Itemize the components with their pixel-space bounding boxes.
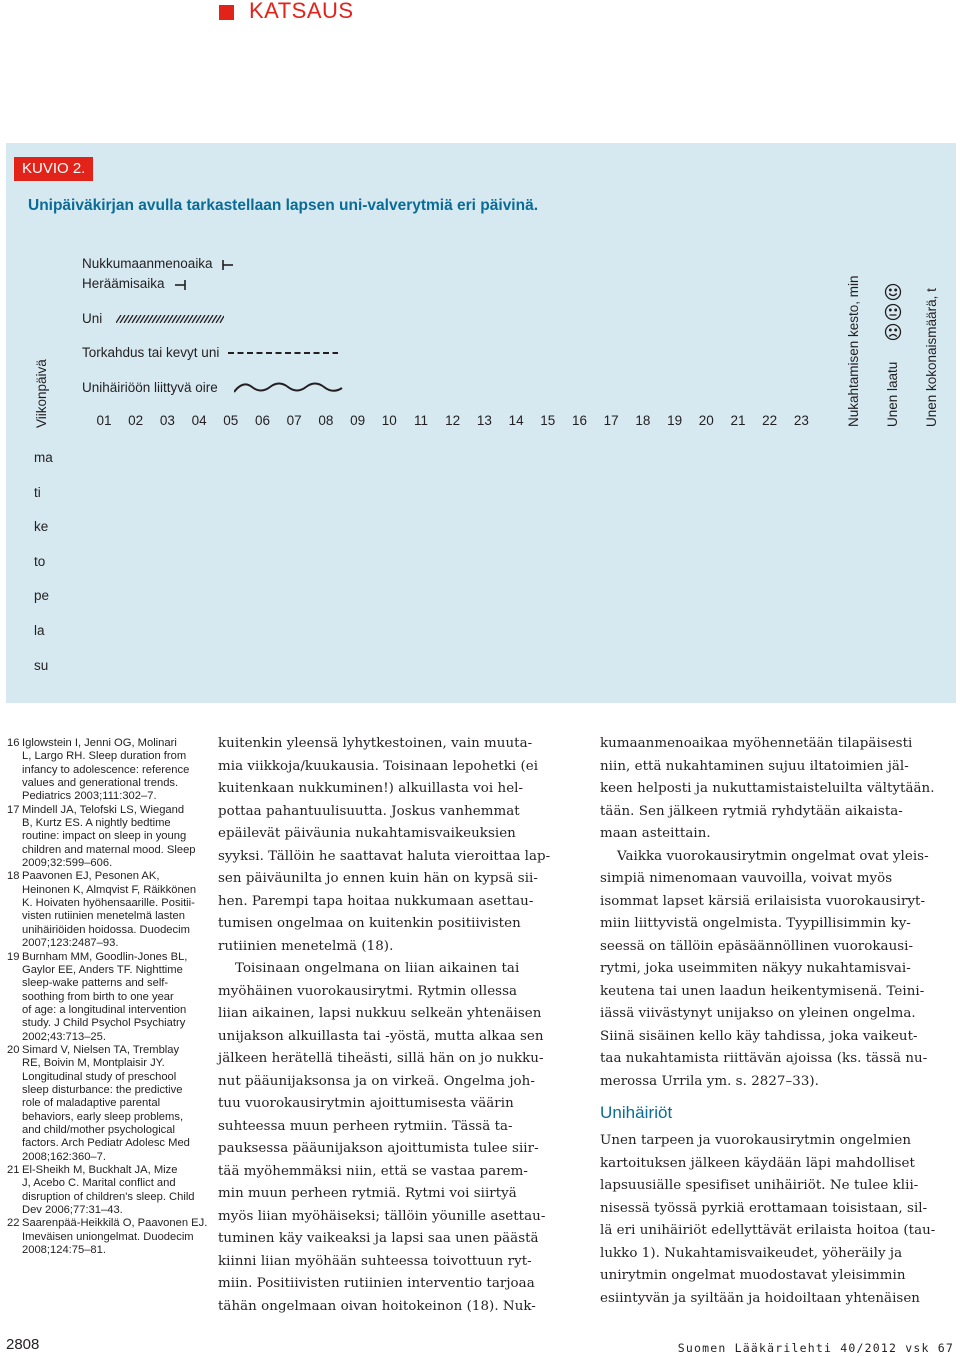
reference-line: values and generational trends. — [22, 777, 179, 790]
reference-line: J, Acebo C. Marital conflict and — [22, 1177, 176, 1190]
figure-title: Unipäiväkirjan avulla tarkastellaan lapsen uni-valverytmiä eri päivinä. — [28, 197, 539, 214]
text-line: pottaa pahantuulisuutta. Joskus vanhemmat — [218, 803, 520, 819]
reference-line: RE, Boivin M, Montplaisir JY. — [22, 1057, 165, 1070]
legend-disturbance: Unihäiriöön liittyvä oire — [82, 380, 218, 395]
text-line: Vaikka vuorokausirytmin ongelmat ovat yleis- — [617, 848, 929, 864]
reference-item — [7, 870, 197, 950]
reference-line: K. Hoivaten hyöhensaarille. Positii- — [22, 897, 195, 910]
total-sleep-column-label: Unen kokonaismäärä, t — [924, 288, 939, 427]
reference-line: behaviors, early sleep problems, — [22, 1110, 184, 1123]
legend-dozing: Torkahdus tai kevyt uni — [82, 345, 220, 360]
text-line: lä eri unihäiriöt edellyttävät erilaista hoitoa (tau- — [600, 1223, 936, 1238]
text-line: sen päiväunilta jo ennen kuin hän on kypsä sii- — [218, 871, 538, 886]
reference-line: Iglowstein I, Jenni OG, Molinari — [22, 737, 177, 749]
text-line: miin liittyvistä ongelmista. Tyypillisimmin ky- — [600, 916, 911, 931]
reference-line: Burnham MM, Goodlin-Jones BL, — [22, 950, 188, 963]
text-line: taa nukahtamista riittävän ajoissa (ks. tässä nu- — [600, 1051, 928, 1066]
text-line: miin. Positiivisten rutiinien interventio tarjoaa — [218, 1276, 535, 1291]
reference-line: 2008;162:360–7. — [22, 1150, 106, 1163]
reference-line: 2007;123:2487–93. — [22, 937, 119, 950]
hour-label: 15 — [540, 413, 556, 428]
text-line: rytmi, joka useimmiten näkyy nukahtamisvai- — [600, 961, 911, 976]
hour-label: 22 — [762, 413, 778, 428]
weekday-label: ma — [34, 450, 53, 465]
hour-label: 13 — [476, 413, 492, 428]
text-line: simpiä nimenomaan vauvoilla, voivat myös — [600, 871, 893, 886]
text-line: keutena tai unen laadun heikentymisenä. Teini- — [600, 983, 925, 999]
reference-line: role of maladaptive parental — [22, 1097, 161, 1110]
text-line: kuitenkaan nukkuminen!) alkuillasta voi hel- — [218, 781, 524, 796]
hour-label: 23 — [793, 413, 809, 428]
reference-item — [7, 1217, 208, 1257]
text-line: seessä on tällöin epäsäännöllinen vuorokausi- — [600, 938, 914, 954]
reference-line: study. J Child Psychol Psychiatry — [22, 1017, 186, 1030]
hour-label: 18 — [635, 413, 651, 428]
text-line: maan asteittain. — [600, 826, 711, 841]
text-line: nisessä työssä pyrkiä erottamaan toisistaan, sil- — [600, 1200, 928, 1216]
neutral-face-icon — [886, 305, 901, 320]
reference-number: 21 — [7, 1164, 20, 1176]
weekday-label: ke — [34, 519, 49, 535]
text-line: Toisinaan ongelmana on liian aikainen tai — [235, 961, 520, 976]
text-line: syyksi. Tällöin he saattavat haluta vieroittaa lap- — [218, 848, 551, 864]
hour-label: 19 — [667, 413, 683, 428]
text-line: lapsuusiälle spesifiset unihäiriöt. Ne tulee klii- — [600, 1178, 919, 1193]
reference-item — [7, 1044, 197, 1164]
hatched-bar-icon — [116, 315, 224, 323]
reference-number: 19 — [7, 950, 20, 963]
hour-label: 02 — [128, 413, 144, 428]
weekday-label: la — [34, 623, 45, 638]
quality-faces — [883, 282, 903, 342]
text-line: niin, että nukahtaminen sujuu iltatoimien jäl- — [600, 758, 909, 774]
bedtime-marker-icon — [220, 258, 234, 272]
reference-item — [7, 1164, 197, 1217]
reference-number: 20 — [7, 1043, 20, 1056]
references-list — [7, 737, 208, 1257]
reference-line: sleep disturbance: the predictive — [22, 1083, 183, 1096]
text-line: epäilevät päiväunia nukahtamisvaikeuksien — [218, 826, 516, 841]
text-line: myös liian myöhäiseksi; tällöin yöunille asettau- — [218, 1208, 546, 1224]
text-line: nut pääunijaksonsa ja on virkeä. Ongelma joh- — [218, 1073, 535, 1089]
paragraph — [600, 846, 960, 1094]
reference-line: and child/mother psychological — [22, 1123, 175, 1136]
hour-label: 07 — [286, 413, 302, 428]
page-number: 2808 — [6, 1336, 40, 1353]
text-line: mia viikkoja/kuukausia. Toisinaan lepohetki (ei — [218, 758, 539, 774]
reference-line: children and maternal mood. Sleep — [22, 843, 196, 856]
hour-label: 21 — [730, 413, 746, 428]
text-line: tää myöhemmäksi niin, että se vastaa parem- — [218, 1163, 528, 1179]
dashed-line-icon — [228, 351, 338, 355]
text-line: keen helposti ja nukuttamistaisteluilta vältytään. — [600, 781, 935, 796]
weekday-label: ti — [34, 484, 41, 500]
hour-label: 20 — [698, 413, 714, 428]
weekday-column-label: Viikonpäivä — [34, 359, 49, 428]
paragraph — [600, 1130, 960, 1310]
reference-item — [7, 737, 197, 804]
reference-number: 22 — [7, 1217, 20, 1230]
wavy-line-icon — [234, 380, 344, 394]
legend-bedtime: Nukkumaanmenoaika — [82, 256, 213, 271]
section-heading: Unihäiriöt — [600, 1103, 673, 1122]
hour-label: 10 — [381, 413, 397, 428]
text-line: kartoituksen jälkeen käydään läpi mahdolliset — [600, 1155, 915, 1171]
reference-line: Gaylor EE, Anders TF. Nighttime — [22, 963, 183, 976]
reference-line: Dev 2006;77:31–43. — [22, 1204, 123, 1217]
text-line: tuu vuorokausirytmin ajoittumisesta väärin — [218, 1096, 514, 1111]
text-line: lukko 1). Nukahtamisvaikeudet, yöheräily ja — [600, 1245, 903, 1261]
hour-label: 08 — [318, 413, 334, 428]
reference-line: Pediatrics 2003;111:302–7. — [22, 790, 157, 803]
reference-line: disruption of children's sleep. Child — [22, 1190, 195, 1203]
reference-line: unihäiriöiden hoidossa. Duodecim — [22, 923, 190, 936]
hour-label: 09 — [350, 413, 366, 428]
hour-label: 11 — [413, 413, 428, 428]
hour-label: 01 — [96, 413, 112, 428]
reference-line: Saarenpää-Heikkilä O, Paavonen EJ. — [22, 1217, 208, 1230]
reference-line: factors. Arch Pediatr Adolesc Med — [22, 1137, 190, 1150]
legend-wakeup: Heräämisaika — [82, 276, 165, 291]
text-line: min muun perheen rytmiä. Rytmi voi siirtyä — [218, 1186, 517, 1201]
paragraph — [218, 958, 578, 1318]
reference-line: Mindell JA, Telofski LS, Wiegand — [22, 803, 185, 816]
reference-number: 17 — [7, 803, 20, 816]
body-column-middle — [218, 733, 578, 1318]
reference-number: 16 — [7, 737, 20, 749]
reference-item — [7, 951, 197, 1044]
weekday-label: su — [34, 657, 49, 673]
hour-label: 17 — [603, 413, 619, 428]
hour-label: 04 — [191, 413, 207, 428]
text-line: liian aikainen, lapsi nukkuu selkeän yhtenäisen — [218, 1006, 542, 1021]
text-line: iässä viivästynyt unijakso on yleinen ongelma. — [600, 1006, 916, 1021]
reference-line: 2009;32:599–606. — [22, 857, 113, 870]
text-line: tumisen ongelmaa on kuitenkin positiivisten — [218, 916, 521, 931]
reference-line: visten rutiinien menetelmä lasten — [22, 910, 185, 923]
paragraph — [600, 733, 960, 846]
text-line: hen. Parempi tapa hoitaa nukkumaan asettau- — [218, 893, 534, 909]
reference-line: 2008;124:75–81. — [22, 1244, 106, 1257]
reference-line: 2002;43:713–25. — [22, 1030, 106, 1043]
text-line: isommat lapset kärsiä erilaisista vuorokausiryt- — [600, 893, 926, 909]
wakeup-marker-icon — [174, 278, 188, 292]
text-line: Siinä sisäinen kello käy tahdissa, joka vaikeut- — [600, 1028, 918, 1044]
reference-item — [7, 804, 197, 871]
figure-tag: KUVIO 2. — [14, 157, 93, 181]
reference-line: El-Sheikh M, Buckhalt JA, Mize — [22, 1164, 178, 1176]
figure-sleep-diary — [6, 143, 956, 703]
hour-label: 06 — [254, 413, 271, 428]
reference-line: of age: a longitudinal intervention — [22, 1003, 187, 1016]
sleep-quality-column-label: Unen laatu — [885, 361, 900, 427]
reference-line: soothing from birth to one year — [22, 990, 174, 1003]
hour-label: 05 — [223, 413, 239, 428]
reference-line: routine: impact on sleep in young — [22, 830, 187, 843]
section-label: KATSAUS — [249, 0, 354, 23]
hour-label: 14 — [508, 413, 524, 428]
reference-line: Paavonen EJ, Pesonen AK, — [22, 870, 160, 883]
reference-line: B, Kurtz ES. A nightly bedtime — [22, 817, 171, 830]
reference-line: infancy to adolescence: reference — [22, 763, 190, 776]
text-line: kuitenkin yleensä lyhytkestoinen, vain muuta- — [218, 736, 533, 751]
body-column-right — [600, 733, 960, 1310]
reference-number: 18 — [7, 870, 20, 883]
text-line: tähän ongelmaan oivan hoitokeinon (18). Nuk- — [218, 1298, 536, 1314]
text-line: esiintyvän ja syiltään ja hoidoiltaan yhtenäisen — [600, 1290, 920, 1306]
paragraph — [218, 733, 578, 958]
reference-line: sleep-wake patterns and self- — [22, 977, 169, 990]
sad-face-icon — [886, 325, 901, 340]
sleep-latency-column-label: Nukahtamisen kesto, min — [846, 275, 861, 427]
journal-citation: Suomen Lääkärilehti 40/2012 vsk 67 — [677, 1341, 954, 1355]
hour-label: 12 — [445, 413, 461, 428]
section-marker — [219, 5, 234, 20]
text-line: suhteessa muun perheen rytmiin. Tässä ta- — [218, 1118, 513, 1134]
reference-line: Heinonen K, Almqvist F, Räikkönen — [22, 883, 197, 896]
text-line: tuminen käy vaikeaksi ja lapsi saa unen päästä — [218, 1231, 539, 1246]
hour-label: 16 — [571, 413, 588, 428]
text-line: kumaanmenoaikaa myöhennetään tilapäisesti — [600, 736, 913, 751]
text-line: Unen tarpeen ja vuorokausirytmin ongelmien — [600, 1133, 912, 1148]
text-line: pauksessa pääunijakson ajoittumista tulee siir- — [218, 1141, 539, 1156]
weekday-label: to — [34, 553, 46, 569]
text-line: myöhäinen vuorokausirytmi. Rytmin ollessa — [218, 983, 518, 999]
legend-sleep: Uni — [82, 311, 103, 326]
hour-label: 03 — [159, 413, 175, 428]
text-line: merossa Urrila ym. s. 2827–33). — [600, 1073, 819, 1089]
happy-face-icon — [886, 285, 901, 300]
text-line: jälkeen herätellä tiheästi, sillä hän on jo nukku- — [218, 1051, 544, 1066]
text-line: rutiinien menetelmä (18). — [218, 938, 394, 954]
reference-line: L, Largo RH. Sleep duration from — [22, 750, 187, 763]
reference-line: Imeväisen uniongelmat. Duodecim — [22, 1230, 194, 1243]
text-line: unijakson alkuillasta tai -yöstä, mutta alkaa sen — [218, 1028, 544, 1044]
text-line: kiinni liian myöhään suhteessa toivottuun ryt- — [218, 1253, 532, 1269]
text-line: tään. Sen jälkeen rytmiä ryhdytään aikaista- — [600, 803, 903, 819]
text-line: unirytmin ongelmat muodostavat yleisimmin — [600, 1268, 906, 1283]
reference-line: Simard V, Nielsen TA, Tremblay — [22, 1043, 180, 1056]
reference-line: Longitudinal study of preschool — [22, 1070, 177, 1083]
weekday-label: pe — [34, 588, 50, 604]
